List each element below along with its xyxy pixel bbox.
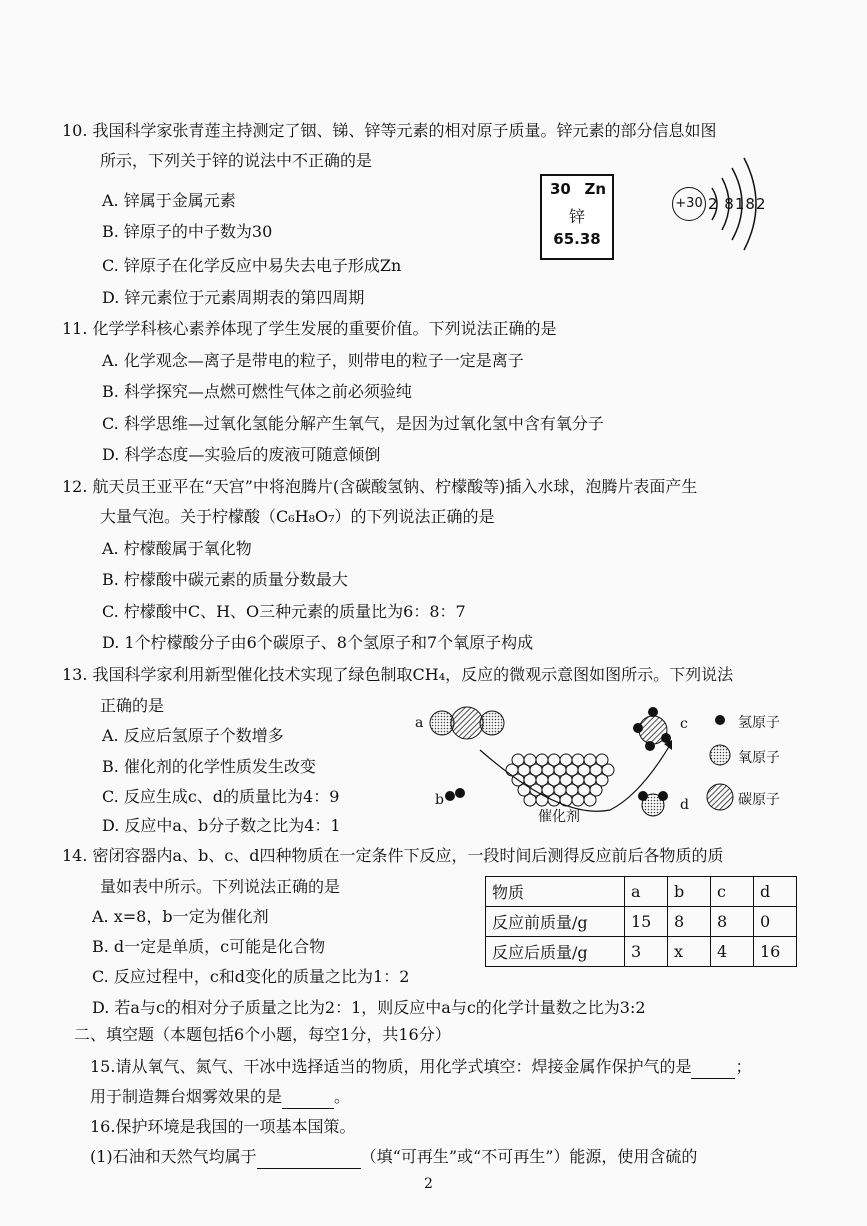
table-cell: 反应前质量/g [486, 907, 625, 937]
q14-option-d: D. 若a与c的相对分子质量之比为2：1，则反应中a与c的化学计量数之比为3:2 [92, 998, 646, 1017]
mass-table [485, 876, 797, 967]
q13-option-c: C. 反应生成c、d的质量比为4：9 [102, 787, 340, 806]
q10-option-a: A. 锌属于金属元素 [102, 191, 236, 210]
q12-option-c: C. 柠檬酸中C、H、O三种元素的质量比为6：8：7 [102, 602, 466, 621]
q14-option-c: C. 反应过程中，c和d变化的质量之比为1：2 [92, 967, 410, 986]
atomic-mass: 65.38 [553, 230, 601, 248]
table-cell: 16 [754, 937, 797, 967]
q15-text2: 用于制造舞台烟雾效果的是 [90, 1087, 283, 1106]
q15-text1-end: ； [735, 1057, 752, 1076]
atomic-number: 30 [550, 180, 571, 198]
q15-blank-2[interactable] [282, 1086, 334, 1109]
q12-stem-line2: 大量气泡。关于柠檬酸（C₆H₈O₇）的下列说法正确的是 [100, 507, 495, 526]
q13-option-d: D. 反应中a、b分子数之比为4：1 [102, 816, 341, 835]
label-b: b [435, 792, 444, 808]
q16-text-b: （填“可再生”或“不可再生”）能源，使用含硫的 [360, 1147, 698, 1166]
q11-option-c: C. 科学思维—过氧化氢能分解产生氧气，是因为过氧化氢中含有氧分子 [102, 414, 604, 433]
q12-option-a: A. 柠檬酸属于氧化物 [102, 539, 252, 558]
catalyst-label: 催化剂 [538, 809, 580, 825]
table-cell: x [668, 937, 711, 967]
table-cell: 4 [711, 937, 754, 967]
q16-line2 [90, 1146, 697, 1169]
q14-stem-line2: 量如表中所示。下列说法正确的是 [100, 877, 341, 896]
q10-stem-line1: 10. 我国科学家张青莲主持测定了铟、锑、锌等元素的相对原子质量。锌元素的部分信息如图 [62, 121, 717, 140]
q15-text1: 15.请从氧气、氮气、干冰中选择适当的物质，用化学式填空：焊接金属作保护气的是 [90, 1057, 692, 1076]
q14-stem-line1: 14. 密闭容器内a、b、c、d四种物质在一定条件下反应，一段时间后测得反应前后各物质的质 [62, 846, 724, 865]
q12-stem-line1: 12. 航天员王亚平在“天宫”中将泡腾片(含碳酸氢钠、柠檬酸等)插入水球，泡腾片表面产生 [62, 477, 698, 496]
q13-option-a: A. 反应后氢原子个数增多 [102, 726, 284, 745]
q13-stem-line1: 13. 我国科学家利用新型催化技术实现了绿色制取CH₄，反应的微观示意图如图所示。下列说法 [62, 665, 734, 684]
table-cell: 8 [668, 907, 711, 937]
element-symbol: Zn [584, 180, 606, 198]
label-c: c [680, 716, 688, 732]
table-cell: 15 [625, 907, 668, 937]
q16-text-a: (1)石油和天然气均属于 [90, 1147, 257, 1166]
electron-shell-counts: 2 8182 [708, 195, 767, 213]
label-a: a [415, 715, 424, 731]
label-d: d [680, 797, 689, 813]
table-cell: 物质 [486, 877, 625, 907]
q15-line1 [90, 1056, 751, 1079]
table-cell: 0 [754, 907, 797, 937]
q11-option-d: D. 科学态度—实验后的废液可随意倾倒 [102, 445, 381, 464]
table-header-row [486, 877, 797, 907]
q15-blank-1[interactable] [691, 1056, 735, 1079]
table-cell: c [711, 877, 754, 907]
table-cell: a [625, 877, 668, 907]
q11-option-a: A. 化学观念—离子是带电的粒子，则带电的粒子一定是离子 [102, 351, 524, 370]
zinc-element-card [540, 174, 614, 260]
q12-option-d: D. 1个柠檬酸分子由6个碳原子、8个氢原子和7个氧原子构成 [102, 633, 534, 652]
q14-option-a: A. x=8，b一定为催化剂 [92, 907, 269, 926]
q11-option-b: B. 科学探究—点燃可燃性气体之前必须验纯 [102, 382, 412, 401]
q10-option-b: B. 锌原子的中子数为30 [102, 222, 273, 241]
element-name: 锌 [568, 207, 585, 226]
q13-option-b: B. 催化剂的化学性质发生改变 [102, 757, 316, 776]
table-cell: 反应后质量/g [486, 937, 625, 967]
q14-option-b: B. d一定是单质，c可能是化合物 [92, 937, 326, 956]
table-row [486, 937, 797, 967]
section-title: 二、填空题（本题包括6个小题，每空1分，共16分） [74, 1025, 451, 1044]
legend-carbon: 碳原子 [738, 792, 780, 808]
reaction-micro-diagram [410, 700, 810, 825]
table-cell: 3 [625, 937, 668, 967]
table-cell: 8 [711, 907, 754, 937]
q16-line1: 16.保护环境是我国的一项基本国策。 [90, 1117, 356, 1136]
legend-hydrogen: 氢原子 [738, 715, 780, 731]
q16-blank-1[interactable] [257, 1146, 361, 1169]
q15-text2-end: 。 [334, 1087, 351, 1106]
q10-option-d: D. 锌元素位于元素周期表的第四周期 [102, 288, 365, 307]
page-number: 2 [424, 1176, 433, 1192]
nucleus-circle: +30 [672, 187, 706, 221]
zinc-atom-structure-diagram [660, 150, 780, 260]
table-row [486, 907, 797, 937]
legend-oxygen: 氧原子 [738, 750, 780, 766]
q11-stem-line1: 11. 化学学科核心素养体现了学生发展的重要价值。下列说法正确的是 [62, 319, 557, 338]
q10-option-c: C. 锌原子在化学反应中易失去电子形成Zn [102, 256, 402, 275]
q15-line2 [90, 1086, 350, 1109]
q13-stem-line2: 正确的是 [100, 696, 165, 715]
q12-option-b: B. 柠檬酸中碳元素的质量分数最大 [102, 570, 348, 589]
table-cell: d [754, 877, 797, 907]
table-cell: b [668, 877, 711, 907]
q10-stem-line2: 所示，下列关于锌的说法中不正确的是 [100, 151, 373, 170]
